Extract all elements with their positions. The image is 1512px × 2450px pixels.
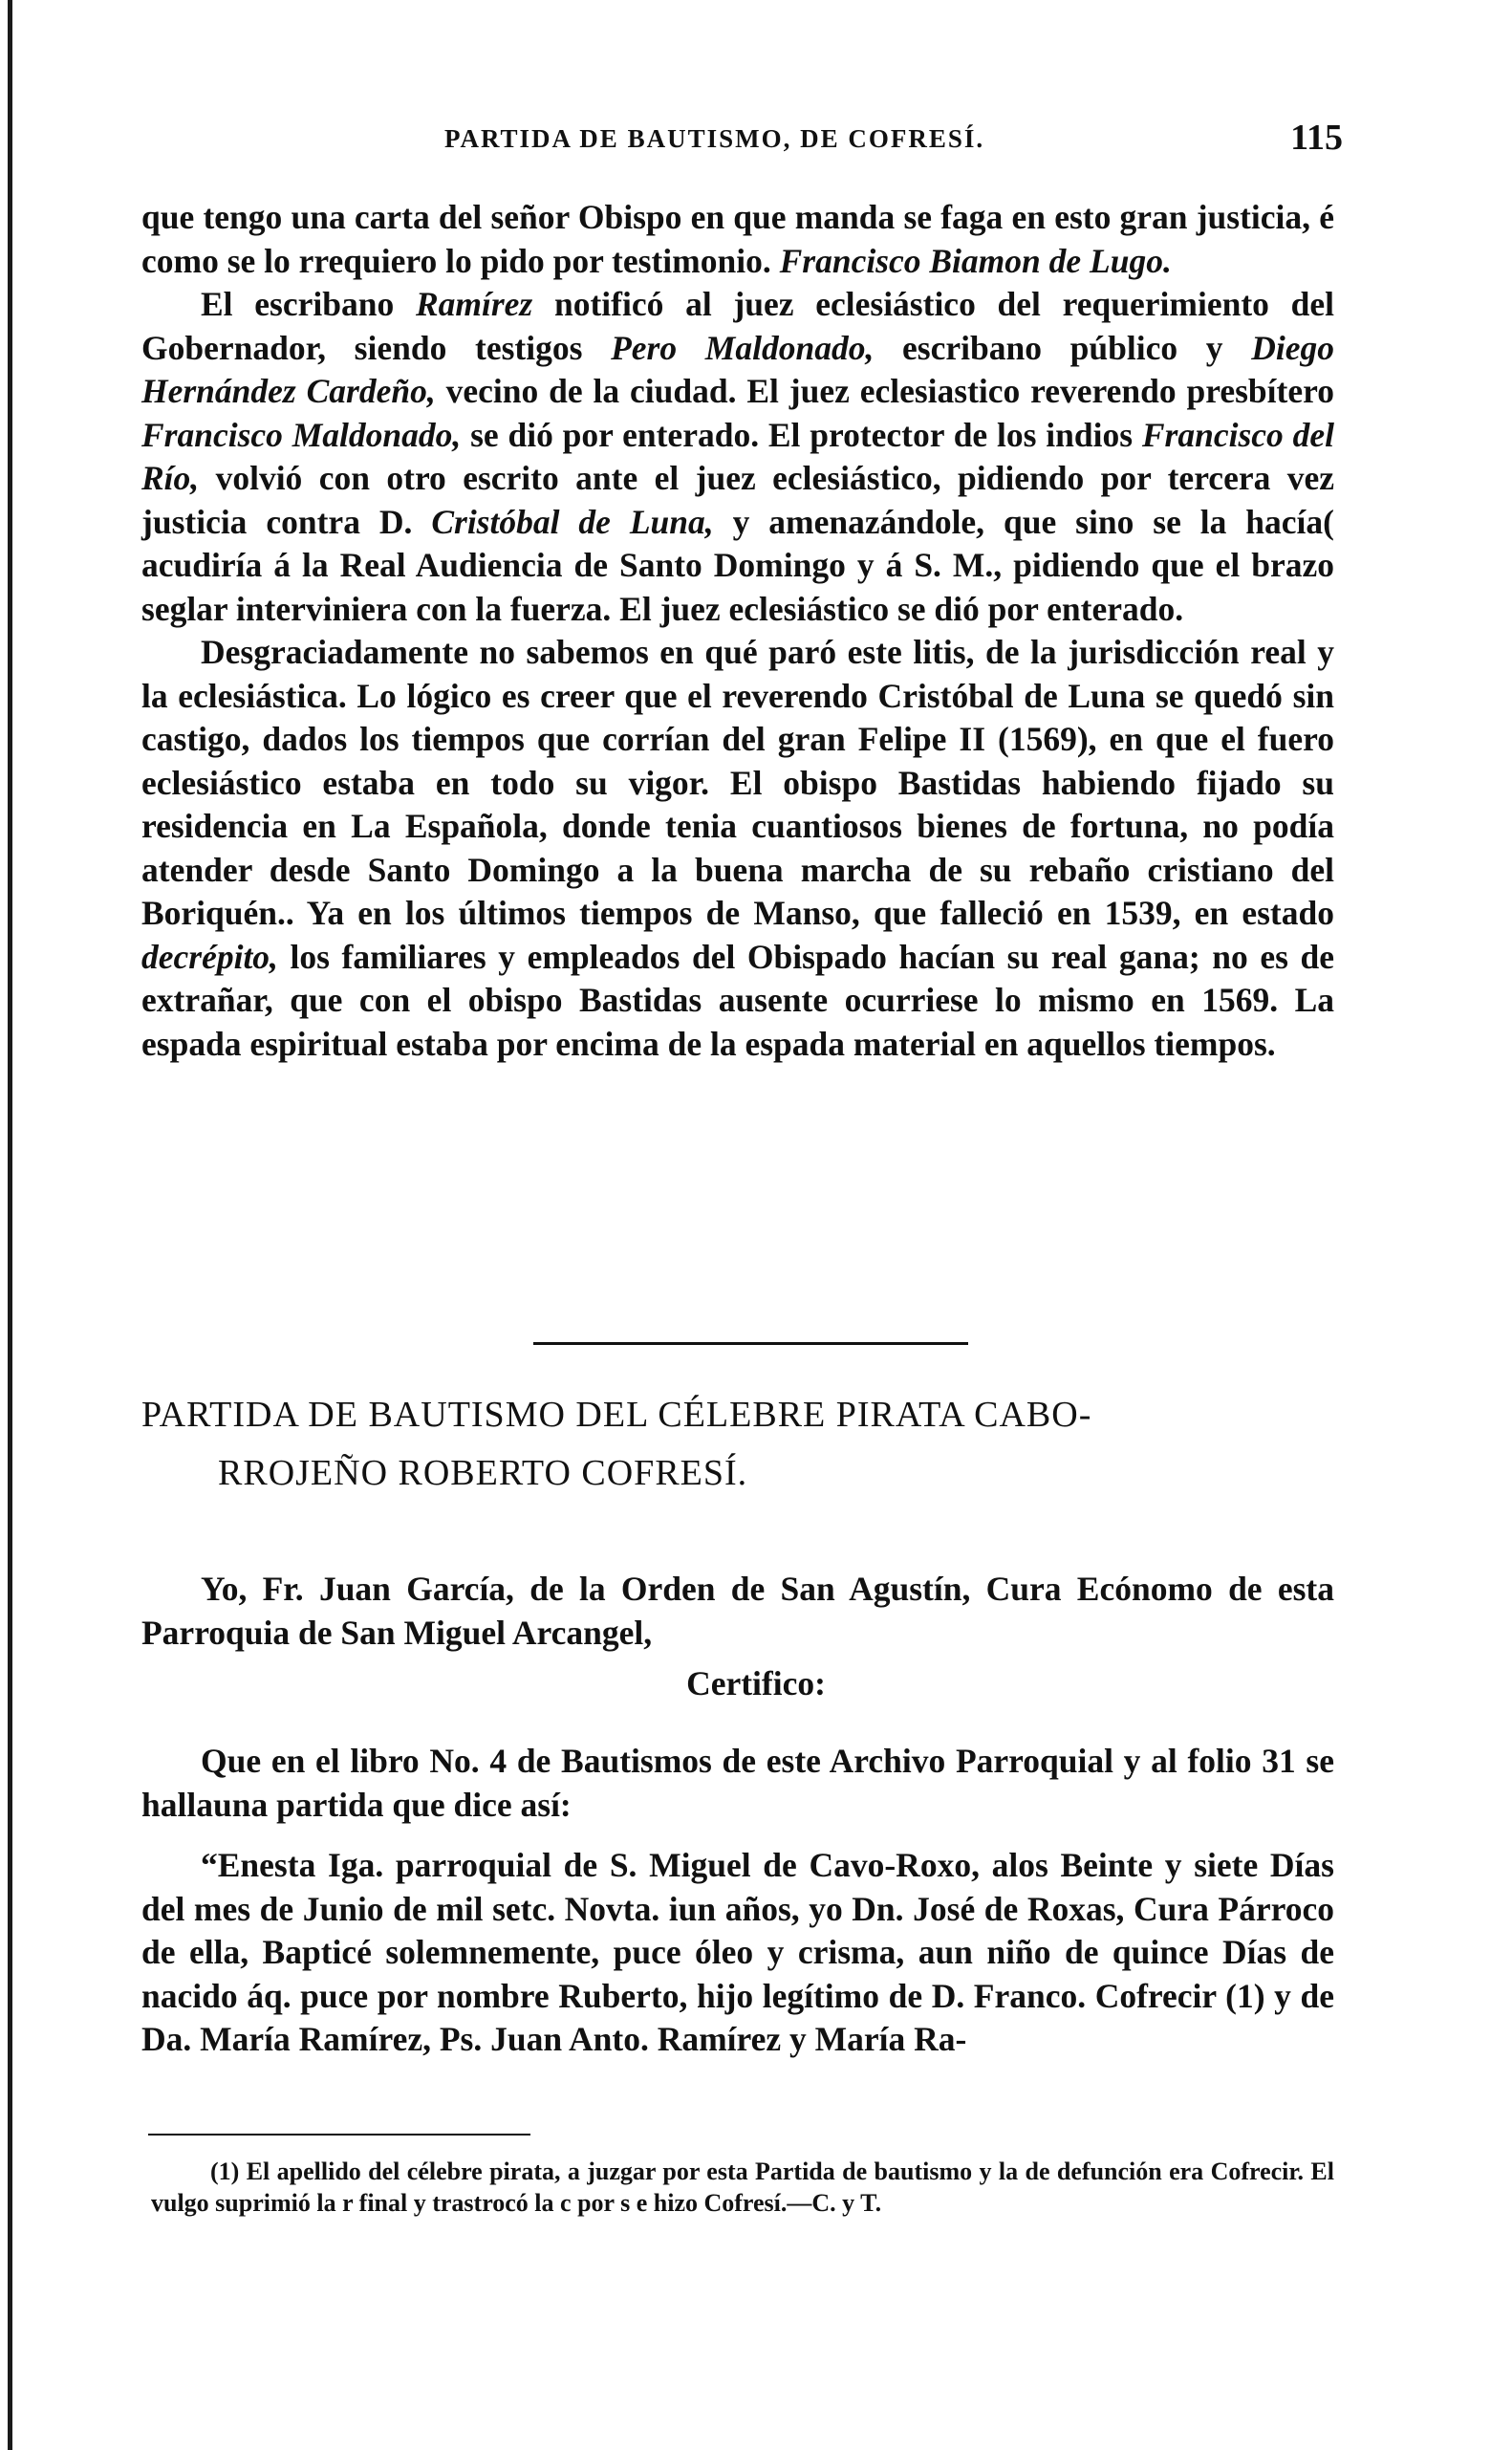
quoted-record: “Enesta Iga. parroquial de S. Miguel de Cavo-Roxo, alos Beinte y siete Días del mes de Junio de mil setc. Novta. iun años, yo Dn. José de Roxas, Cura Párroco de ella, Bapticé solemnemente, puce óleo y crisma, aun niño de quince Días de nacido áq. puce por nombre Ruberto, hijo legítimo de D. Franco. Cofrecir (1) y de Da. María Ramírez, Ps. Juan Anto. Ramírez y María Ra- — [141, 1846, 1334, 2058]
heading-line-2: RROJEÑO ROBERTO COFRESÍ. — [218, 1453, 748, 1493]
italic-name: Ramírez — [415, 285, 533, 323]
paragraph — [141, 631, 1334, 1066]
scan-edge — [8, 0, 12, 2450]
paragraph — [141, 196, 1334, 283]
running-title: PARTIDA DE BAUTISMO, DE COFRESÍ. — [444, 124, 985, 153]
text-run: se dió por enterado. El protector de los indios — [461, 415, 1142, 454]
paragraph: Que en el libro No. 4 de Bautismos de este Archivo Parroquial y al folio 31 se hallauna partida que dice así: — [141, 1742, 1334, 1824]
italic-name: Cristóbal de Luna, — [431, 502, 714, 541]
text-run: volvió con otro escrito ante el juez eclesiástico, pidiendo por tercera vez justicia contra D. — [141, 459, 1334, 541]
text-run: El escribano — [201, 285, 416, 323]
heading-line-1: PARTIDA DE BAUTISMO DEL CÉLEBRE PIRATA CABO- — [141, 1395, 1092, 1435]
running-head — [444, 113, 1343, 161]
text-run: los familiares y empleados del Obispado hacían su real gana; no es de extrañar, que con el obispo Bastidas ausente ocurriese lo mismo en 1569. La espada espiritual estaba por encima de la espada material en aquellos tiempos. — [141, 937, 1334, 1063]
section-divider — [533, 1342, 968, 1345]
text-run: vecino de la ciudad. El juez eclesiastico reverendo presbítero — [435, 372, 1334, 410]
footnote-rule — [148, 2134, 530, 2136]
footnote: (1) El apellido del célebre pirata, a juzgar por esta Partida de bautismo y la de defunción era Cofrecir. El vulgo suprimió la r final y trastrocó la c por s e hizo Cofresí.—C. y T. — [151, 2157, 1334, 2217]
section-1 — [141, 196, 1334, 1066]
text-run: escribano público y — [874, 328, 1252, 367]
text-run: y amenazándole, que sino se la hacía( acudiría á la Real Audiencia de Santo Domingo y á S. M., pidiendo que el brazo seglar interviniera con la fuerza. El juez eclesiástico se dió por enterado. — [141, 502, 1334, 628]
text-run: Desgraciadamente no sabemos en qué paró este litis, de la jurisdicción real y la eclesiástica. Lo lógico es creer que el reverendo Cristóbal de Luna se quedó sin castigo, dados los tiempos que corrían del gran Felipe II (1569), en que el fuero eclesiástico estaba en todo su vigor. El obispo Bastidas habiendo fijado su residencia en La Española, donde tenia cuantiosos bienes de fortuna, no podía atender desde Santo Domingo a la buena marcha de su rebaño cristiano del Boriquén.. Ya en los últimos tiempos de Manso, que falleció en 1539, en estado — [141, 633, 1334, 932]
text-run: notificó al juez eclesiástico del requerimiento del Gobernador, siendo testigos — [141, 285, 1334, 367]
italic-name: Francisco Maldonado, — [141, 415, 462, 454]
text-run: que tengo una carta del señor Obispo en que manda se faga en esto gran justicia, é como se lo rrequiero lo pido por testimonio. — [141, 198, 1334, 280]
section-2-intro — [141, 1568, 1334, 1655]
italic-name: Diego Hernández Cardeño, — [141, 328, 1335, 410]
italic-name: Francisco del Río, — [141, 415, 1334, 497]
section-heading — [141, 1386, 1334, 1503]
italic-name: decrépito, — [141, 937, 278, 976]
page-number: 115 — [1290, 118, 1343, 158]
section-2-body — [141, 1740, 1334, 2062]
italic-name: Pero Maldonado, — [611, 328, 875, 367]
paragraph — [141, 283, 1334, 631]
paragraph: Yo, Fr. Juan García, de la Orden de San Agustín, Cura Ecónomo de esta Parroquia de San Miguel Arcangel, — [141, 1570, 1334, 1652]
certifico-heading: Certifico: — [686, 1664, 826, 1702]
italic-name: Francisco Biamon de Lugo. — [779, 241, 1172, 280]
